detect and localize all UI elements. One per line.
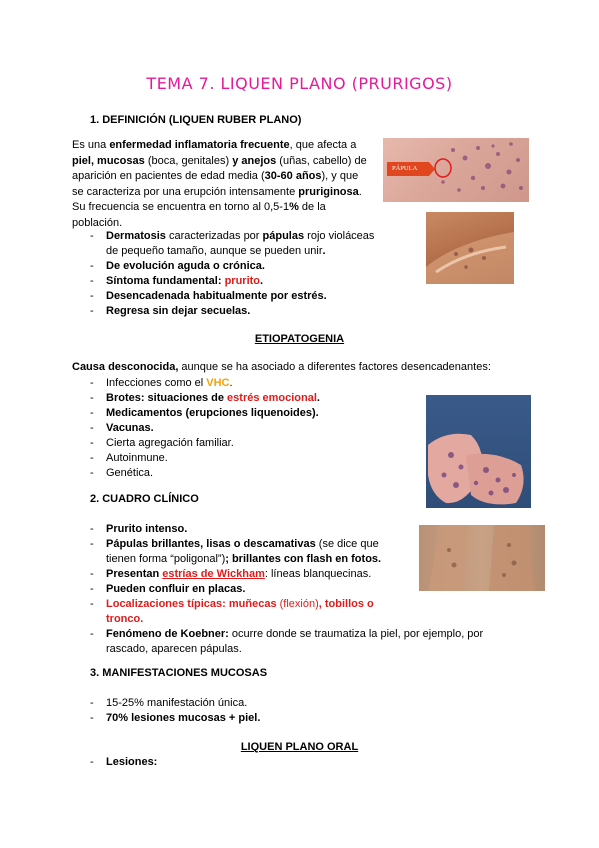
list-item: - Regresa sin dejar secuelas.: [72, 304, 382, 319]
list-item: - Medicamentos (erupciones liquenoides).: [72, 406, 392, 421]
list-item: - Infecciones como el VHC.: [72, 376, 392, 391]
papula-photo: [383, 138, 529, 202]
section-heading-cuadro-clinico: 2. CUADRO CLÍNICO: [90, 493, 199, 505]
papula-label: PÁPULA: [392, 165, 418, 172]
liquen-plano-oral-heading: LIQUEN PLANO ORAL: [240, 741, 359, 753]
page-title: TEMA 7. LIQUEN PLANO (PRURIGOS): [146, 74, 453, 93]
feet-lesion-photo: [426, 395, 531, 508]
list-item: - Vacunas.: [72, 421, 392, 436]
etiopatogenia-list: [72, 376, 392, 481]
list-item: - Pápulas brillantes, lisas o descamativas (se dice que tienen forma “poligonal”); brillantes con flash en fotos.: [72, 537, 406, 567]
intro-paragraph: Es una enfermedad inflamatoria frecuente, que afecta a piel, mucosas (boca, genitales) y anejos (uñas, cabello) de aparición en pacientes de edad media (30-60 años), y que se caracteriza por una erupción intensamente pruriginosa. Su frecuencia se encuentra en torno al 0,5-1% de la población.: [72, 139, 367, 229]
list-item: - Prurito intenso.: [72, 522, 492, 537]
list-item: - Brotes: situaciones de estrés emocional.: [72, 391, 392, 406]
section-heading-definicion: 1. DEFINICIÓN (LIQUEN RUBER PLANO): [90, 114, 302, 126]
list-item: - 70% lesiones mucosas + piel.: [72, 711, 492, 726]
section-heading-manifestaciones: 3. MANIFESTACIONES MUCOSAS: [90, 667, 268, 679]
wrist-lesion-photo-drawing: [419, 525, 545, 591]
list-item: - Autoinmune.: [72, 451, 392, 466]
wrist-lesion-photo: [419, 525, 545, 591]
etiopatogenia-cause: Causa desconocida, aunque se ha asociado a diferentes factores desencadenantes:: [72, 361, 491, 373]
list-item: - 15-25% manifestación única.: [72, 696, 492, 711]
list-item: - Localizaciones típicas: muñecas (flexión), tobillos o tronco.: [72, 597, 406, 627]
manifestaciones-list: [72, 696, 492, 726]
list-item: - De evolución aguda o crónica.: [72, 259, 382, 274]
hand-lesion-photo-drawing: [426, 212, 514, 284]
list-item: - Lesiones:: [72, 755, 492, 770]
list-item: - Fenómeno de Koebner: ocurre donde se traumatiza la piel, por ejemplo, por rascado, aparecen pápulas.: [72, 627, 492, 657]
list-item: - Desencadenada habitualmente por estrés.: [72, 289, 382, 304]
liquen-plano-oral-list: [72, 755, 492, 770]
list-item: - Cierta agregación familiar.: [72, 436, 392, 451]
list-item: - Síntoma fundamental: prurito.: [72, 274, 382, 289]
list-item: - Pueden confluir en placas.: [72, 582, 492, 597]
definition-list: [72, 229, 382, 319]
list-item: - Dermatosis caracterizadas por pápulas rojo violáceas de pequeño tamaño, aunque se pueden unir.: [72, 229, 382, 259]
list-item: - Genética.: [72, 466, 392, 481]
list-item: - Presentan estrías de Wickham: líneas blanquecinas.: [72, 567, 492, 582]
etiopatogenia-heading: ETIOPATOGENIA: [254, 333, 345, 345]
hand-lesion-photo: [426, 212, 514, 284]
feet-lesion-photo-drawing: [426, 395, 531, 508]
